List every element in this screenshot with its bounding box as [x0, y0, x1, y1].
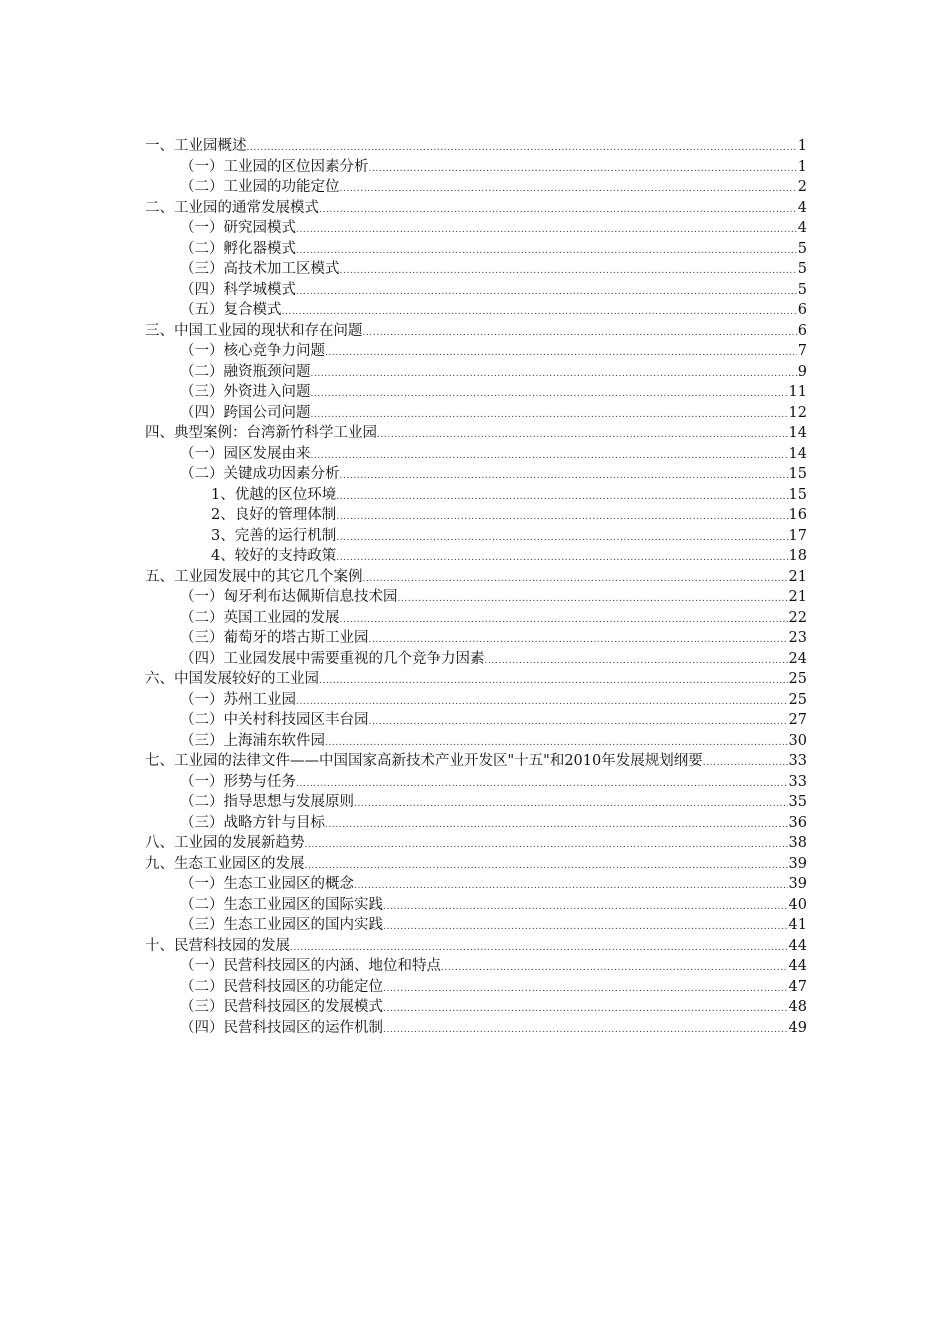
toc-entry-title: （三）民营科技园区的发展模式 — [180, 999, 383, 1015]
toc-entry-title: （三）上海浦东软件园 — [180, 732, 325, 749]
toc-entry-title: 十、民营科技园的发展 — [145, 937, 290, 954]
toc-entry-page-number: 7 — [797, 343, 807, 359]
toc-entry[interactable] — [145, 772, 807, 793]
toc-entry-title: （一）研究园模式 — [180, 220, 296, 236]
toc-entry[interactable] — [145, 341, 807, 362]
toc-entry-title: 五、工业园发展中的其它几个案例 — [145, 568, 363, 585]
toc-entry-page-number: 39 — [788, 855, 807, 872]
toc-entry-page-number: 47 — [788, 978, 807, 995]
toc-entry-page-number: 27 — [788, 712, 807, 728]
toc-entry-page-number: 25 — [788, 691, 807, 708]
toc-entry-title: 1、优越的区位环境 — [211, 486, 337, 503]
toc-entry-title: （二）英国工业园的发展 — [180, 609, 340, 626]
toc-entry-page-number: 17 — [788, 527, 807, 544]
toc-entry[interactable] — [145, 300, 807, 321]
toc-entry-page-number: 5 — [797, 281, 807, 298]
toc-entry-title: 七、工业园的法律文件——中国国家高新技术产业开发区"十五"和2010年发展规划纲要 — [145, 753, 703, 769]
toc-entry[interactable] — [145, 628, 807, 649]
toc-entry-title: （二）工业园的功能定位 — [180, 179, 340, 195]
toc-entry-title: （一）苏州工业园 — [180, 691, 296, 708]
toc-entry[interactable] — [145, 136, 807, 157]
toc-entry[interactable] — [145, 382, 807, 403]
toc-entry-title: （二）关键成功因素分析 — [180, 466, 340, 482]
toc-entry-title: 2、良好的管理体制 — [211, 507, 337, 523]
toc-entry-page-number: 4 — [797, 220, 807, 236]
toc-entry-page-number: 38 — [788, 835, 807, 851]
toc-entry[interactable] — [145, 546, 807, 567]
toc-entry-title: （三）生态工业园区的国内实践 — [180, 917, 383, 933]
dot-leader — [336, 528, 787, 547]
toc-entry[interactable] — [145, 239, 807, 260]
dot-leader — [383, 999, 788, 1018]
toc-entry-page-number: 49 — [788, 1019, 807, 1036]
toc-entry-page-number: 30 — [788, 732, 807, 749]
dot-leader — [305, 835, 788, 854]
toc-entry[interactable] — [145, 977, 807, 998]
toc-entry[interactable] — [145, 526, 807, 547]
toc-entry-title: （一）生态工业园区的概念 — [180, 876, 354, 892]
toc-entry-title: （一）工业园的区位因素分析 — [180, 158, 369, 175]
toc-entry[interactable] — [145, 936, 807, 957]
dot-leader — [340, 179, 797, 198]
dot-leader — [296, 282, 797, 301]
dot-leader — [336, 548, 787, 567]
toc-entry[interactable] — [145, 485, 807, 506]
dot-leader — [325, 815, 788, 834]
toc-entry-title: （四）工业园发展中需要重视的几个竞争力因素 — [180, 650, 485, 667]
toc-entry[interactable] — [145, 956, 807, 977]
toc-entry-page-number: 23 — [788, 630, 807, 646]
toc-entry[interactable] — [145, 669, 807, 690]
dot-leader — [354, 876, 788, 895]
dot-leader — [369, 712, 788, 731]
dot-leader — [325, 343, 797, 362]
toc-entry[interactable] — [145, 505, 807, 526]
toc-entry-page-number: 44 — [788, 937, 807, 954]
dot-leader — [311, 364, 797, 383]
dot-leader — [282, 302, 797, 321]
toc-entry-page-number: 22 — [788, 609, 807, 626]
toc-entry-title: （五）复合模式 — [180, 302, 282, 318]
toc-entry-page-number: 35 — [788, 794, 807, 810]
table-of-contents — [145, 136, 807, 1038]
toc-entry-title: （一）民营科技园区的内涵、地位和特点 — [180, 958, 441, 974]
dot-leader — [296, 220, 797, 239]
dot-leader — [383, 917, 788, 936]
toc-entry[interactable] — [145, 444, 807, 465]
toc-entry-title: 4、较好的支持政策 — [211, 548, 337, 564]
toc-entry[interactable] — [145, 854, 807, 875]
toc-entry-title: （二）指导思想与发展原则 — [180, 794, 354, 810]
toc-entry-title: （三）战略方针与目标 — [180, 814, 325, 831]
toc-entry-page-number: 6 — [797, 302, 807, 318]
toc-entry-title: （四）跨国公司问题 — [180, 404, 311, 421]
toc-entry-page-number: 33 — [788, 753, 807, 769]
toc-entry-page-number: 44 — [788, 958, 807, 974]
toc-entry-page-number: 1 — [797, 138, 807, 154]
dot-leader — [340, 610, 788, 629]
toc-entry-page-number: 5 — [797, 261, 807, 277]
dot-leader — [325, 733, 788, 752]
dot-leader — [703, 753, 788, 772]
toc-entry[interactable] — [145, 157, 807, 178]
toc-entry-title: （二）中关村科技园区丰台园 — [180, 712, 369, 728]
toc-entry[interactable] — [145, 321, 807, 342]
toc-entry[interactable] — [145, 567, 807, 588]
toc-entry[interactable] — [145, 813, 807, 834]
toc-entry-title: （一）匈牙利布达佩斯信息技术园 — [180, 589, 398, 605]
dot-leader — [296, 692, 788, 711]
dot-leader — [441, 958, 788, 977]
toc-entry[interactable] — [145, 997, 807, 1018]
toc-entry-title: 二、工业园的通常发展模式 — [145, 199, 319, 216]
toc-entry[interactable] — [145, 915, 807, 936]
toc-entry-page-number: 25 — [788, 671, 807, 687]
toc-entry-title: （一）形势与任务 — [180, 773, 296, 790]
dot-leader — [336, 507, 787, 526]
dot-leader — [305, 856, 788, 875]
dot-leader — [296, 774, 788, 793]
dot-leader — [311, 405, 788, 424]
toc-entry-page-number: 6 — [797, 322, 807, 339]
toc-entry[interactable] — [145, 362, 807, 383]
toc-entry-page-number: 33 — [788, 773, 807, 790]
dot-leader — [340, 466, 788, 485]
toc-entry-page-number: 1 — [797, 158, 807, 175]
dot-leader — [363, 323, 797, 342]
toc-entry-page-number: 15 — [788, 486, 807, 503]
toc-entry-page-number: 21 — [788, 589, 807, 605]
dot-leader — [369, 159, 797, 178]
toc-entry-title: 六、中国发展较好的工业园 — [145, 671, 319, 687]
toc-entry-page-number: 24 — [788, 650, 807, 667]
toc-entry-title: （四）民营科技园区的运作机制 — [180, 1019, 383, 1036]
toc-entry-page-number: 41 — [788, 917, 807, 933]
toc-entry[interactable] — [145, 403, 807, 424]
toc-entry-page-number: 14 — [788, 425, 807, 441]
toc-entry-title: （二）生态工业园区的国际实践 — [180, 896, 383, 913]
toc-entry-title: （二）孵化器模式 — [180, 240, 296, 257]
toc-entry-page-number: 9 — [797, 363, 807, 380]
dot-leader — [290, 938, 788, 957]
toc-entry-page-number: 12 — [788, 404, 807, 421]
toc-entry-page-number: 39 — [788, 876, 807, 892]
dot-leader — [369, 630, 788, 649]
toc-entry[interactable] — [145, 1018, 807, 1039]
toc-entry[interactable] — [145, 259, 807, 280]
toc-entry[interactable] — [145, 731, 807, 752]
dot-leader — [383, 897, 788, 916]
dot-leader — [319, 671, 788, 690]
toc-entry[interactable] — [145, 649, 807, 670]
toc-entry-page-number: 14 — [788, 445, 807, 462]
toc-entry-page-number: 48 — [788, 999, 807, 1015]
toc-entry[interactable] — [145, 177, 807, 198]
toc-entry[interactable] — [145, 833, 807, 854]
toc-entry-page-number: 21 — [788, 568, 807, 585]
toc-entry[interactable] — [145, 423, 807, 444]
toc-entry-title: （四）科学城模式 — [180, 281, 296, 298]
toc-entry[interactable] — [145, 280, 807, 301]
dot-leader — [311, 384, 788, 403]
toc-entry[interactable] — [145, 198, 807, 219]
toc-entry-page-number: 4 — [797, 199, 807, 216]
toc-entry[interactable] — [145, 608, 807, 629]
toc-entry-page-number: 16 — [788, 507, 807, 523]
toc-entry[interactable] — [145, 464, 807, 485]
toc-entry-title: （一）核心竞争力问题 — [180, 343, 325, 359]
toc-entry-title: （二）民营科技园区的功能定位 — [180, 978, 383, 995]
toc-entry-page-number: 40 — [788, 896, 807, 913]
toc-entry-title: （三）葡萄牙的塔古斯工业园 — [180, 630, 369, 646]
dot-leader — [398, 589, 788, 608]
dot-leader — [311, 446, 788, 465]
dot-leader — [296, 241, 797, 260]
toc-entry[interactable] — [145, 587, 807, 608]
toc-entry-title: 八、工业园的发展新趋势 — [145, 835, 305, 851]
toc-entry-title: （三）高技术加工区模式 — [180, 261, 340, 277]
dot-leader — [340, 261, 797, 280]
dot-leader — [485, 651, 788, 670]
toc-entry[interactable] — [145, 874, 807, 895]
toc-entry[interactable] — [145, 792, 807, 813]
toc-entry-page-number: 15 — [788, 466, 807, 482]
dot-leader — [354, 794, 788, 813]
dot-leader — [377, 425, 788, 444]
toc-entry[interactable] — [145, 218, 807, 239]
dot-leader — [336, 487, 787, 506]
toc-entry-title: （三）外资进入问题 — [180, 384, 311, 400]
toc-entry[interactable] — [145, 895, 807, 916]
dot-leader — [383, 979, 788, 998]
dot-leader — [247, 138, 797, 157]
toc-entry-page-number: 18 — [788, 548, 807, 564]
toc-entry-page-number: 36 — [788, 814, 807, 831]
toc-entry-title: 四、典型案例：台湾新竹科学工业园 — [145, 425, 377, 441]
toc-entry-title: （二）融资瓶颈问题 — [180, 363, 311, 380]
toc-entry-page-number: 11 — [788, 384, 807, 400]
toc-entry[interactable] — [145, 710, 807, 731]
dot-leader — [383, 1020, 788, 1039]
dot-leader — [319, 200, 797, 219]
toc-entry-title: 3、完善的运行机制 — [211, 527, 337, 544]
toc-entry-title: 一、工业园概述 — [145, 138, 247, 154]
toc-entry-page-number: 2 — [797, 179, 807, 195]
toc-entry-page-number: 5 — [797, 240, 807, 257]
toc-entry-title: 三、中国工业园的现状和存在问题 — [145, 322, 363, 339]
dot-leader — [363, 569, 788, 588]
toc-entry-title: （一）园区发展由来 — [180, 445, 311, 462]
toc-entry[interactable] — [145, 690, 807, 711]
toc-entry[interactable] — [145, 751, 807, 772]
toc-entry-title: 九、生态工业园区的发展 — [145, 855, 305, 872]
